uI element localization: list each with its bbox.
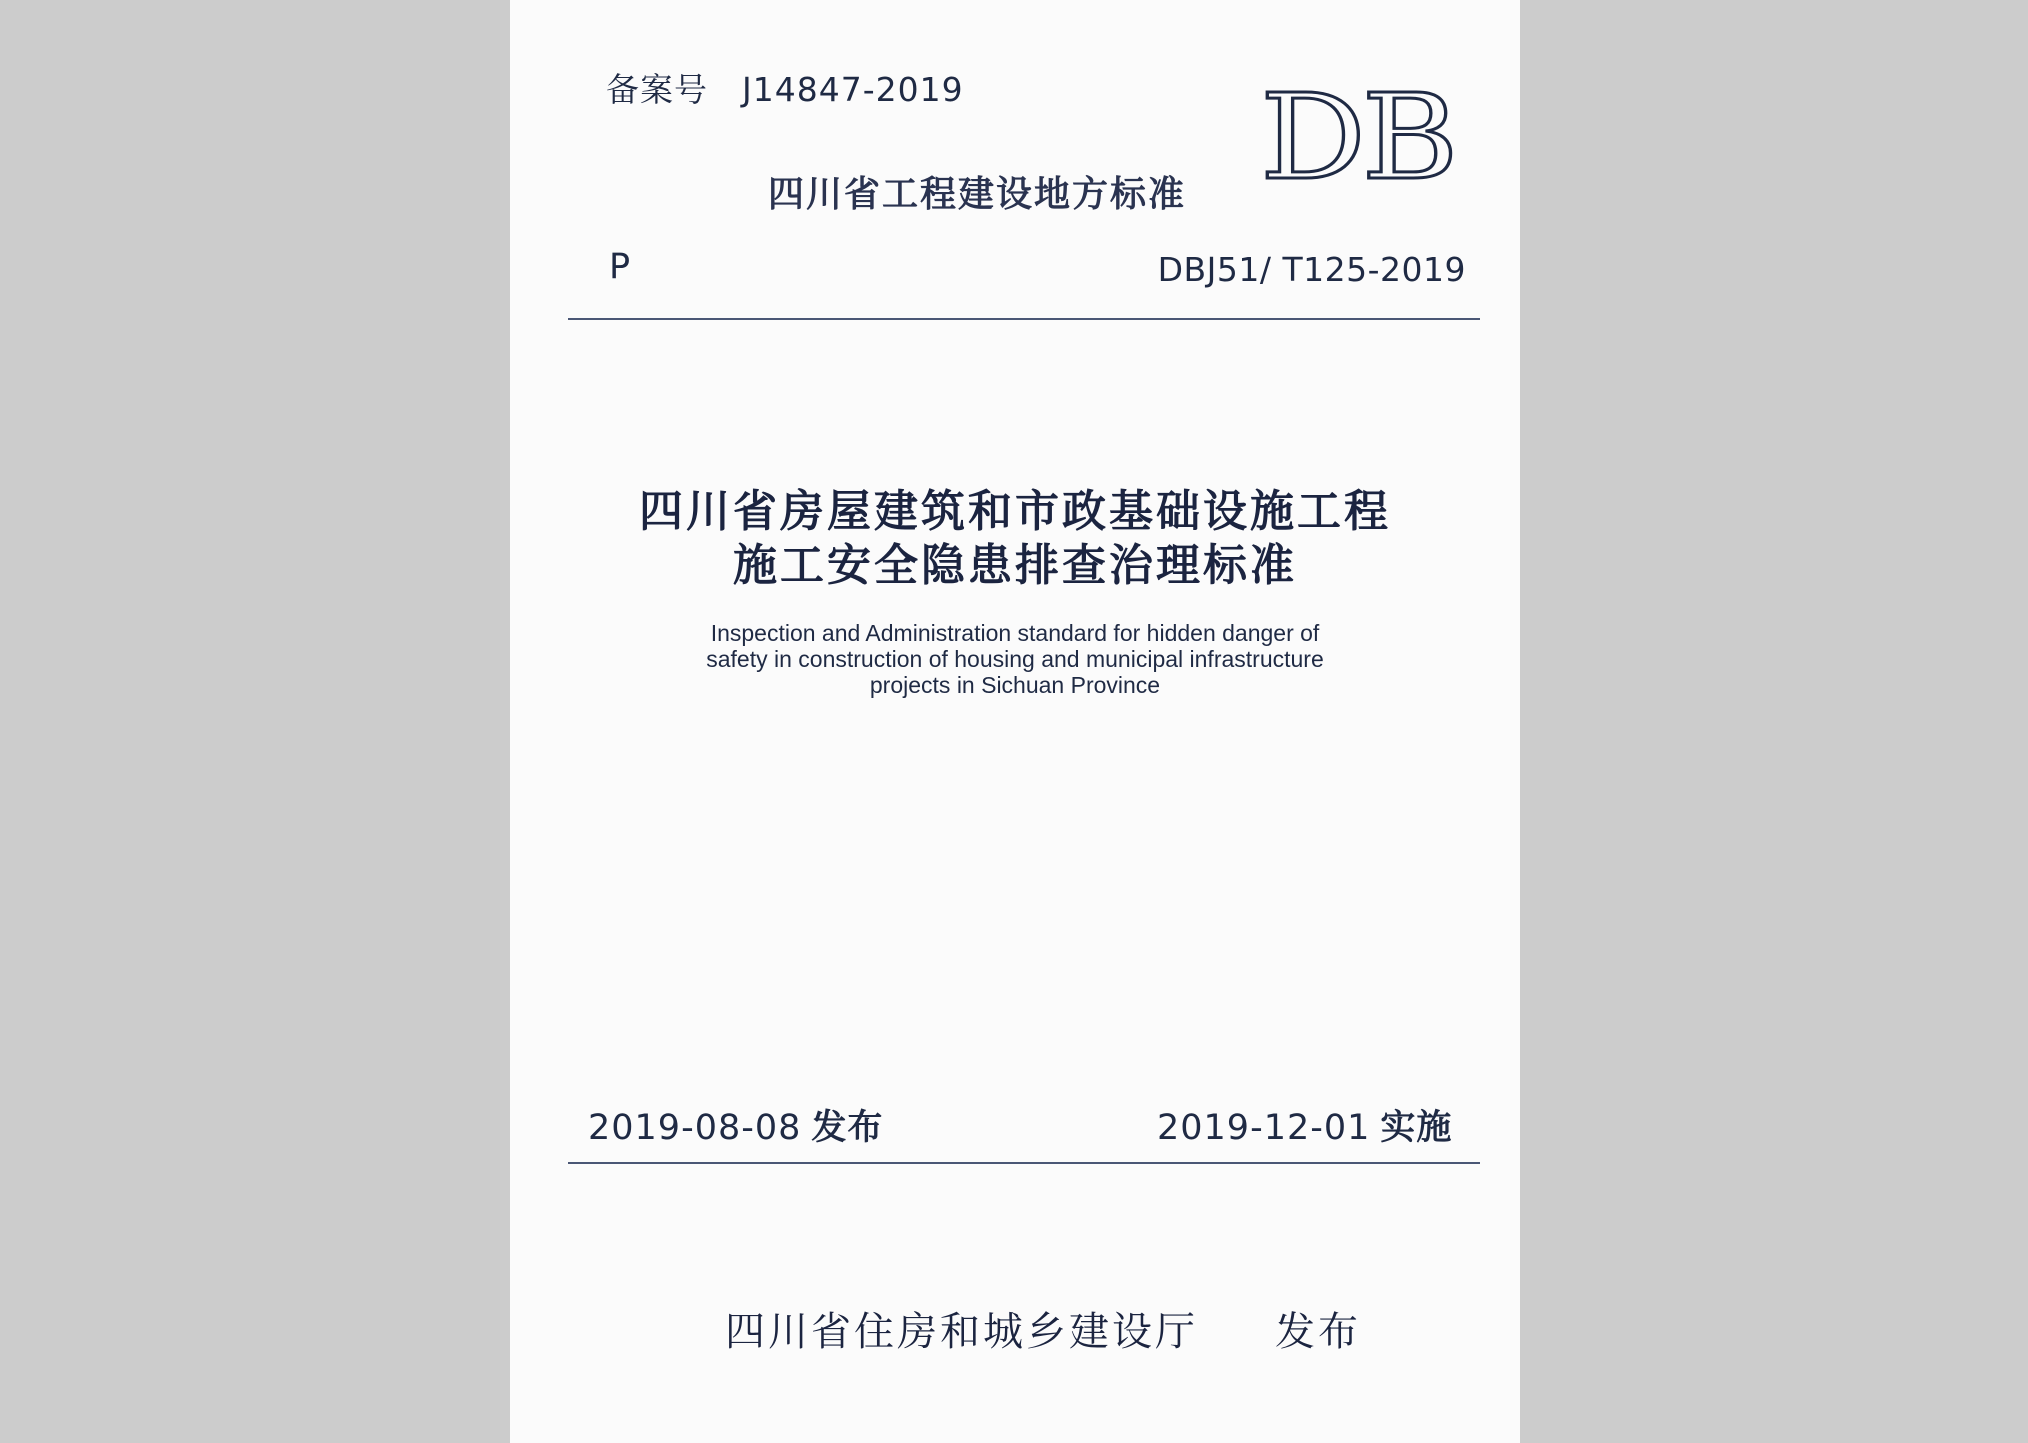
effective-date-value: 2019-12-01 xyxy=(1157,1108,1371,1148)
record-label: 备案号 xyxy=(606,70,708,109)
english-title-line-2: safety in construction of housing and municipal infrastructure xyxy=(706,646,1324,672)
record-number xyxy=(606,64,964,111)
effective-date xyxy=(1157,1100,1452,1150)
effective-date-label: 实施 xyxy=(1380,1108,1453,1148)
issuing-label: 发布 xyxy=(1275,1309,1361,1355)
standard-code: DBJ51/ T125-2019 xyxy=(1157,250,1466,289)
title-line-2: 施工安全隐患排查治理标准 xyxy=(733,540,1297,591)
issue-date xyxy=(588,1100,883,1150)
top-divider xyxy=(568,318,1480,320)
db-logo: DB xyxy=(1260,68,1455,206)
classification-code: P xyxy=(609,247,631,287)
bottom-divider xyxy=(568,1162,1480,1164)
title-line-1: 四川省房屋建筑和市政基础设施工程 xyxy=(639,486,1391,537)
standard-series: 四川省工程建设地方标准 xyxy=(768,174,1187,215)
document-cover xyxy=(510,0,1520,1443)
record-value: J14847-2019 xyxy=(742,70,964,109)
issue-date-label: 发布 xyxy=(811,1108,884,1148)
issuing-authority: 四川省住房和城乡建设厅 xyxy=(725,1309,1198,1355)
english-title-line-3: projects in Sichuan Province xyxy=(869,672,1161,698)
english-title-line-1: Inspection and Administration standard for hidden danger of xyxy=(710,620,1320,646)
issue-date-value: 2019-08-08 xyxy=(588,1108,802,1148)
